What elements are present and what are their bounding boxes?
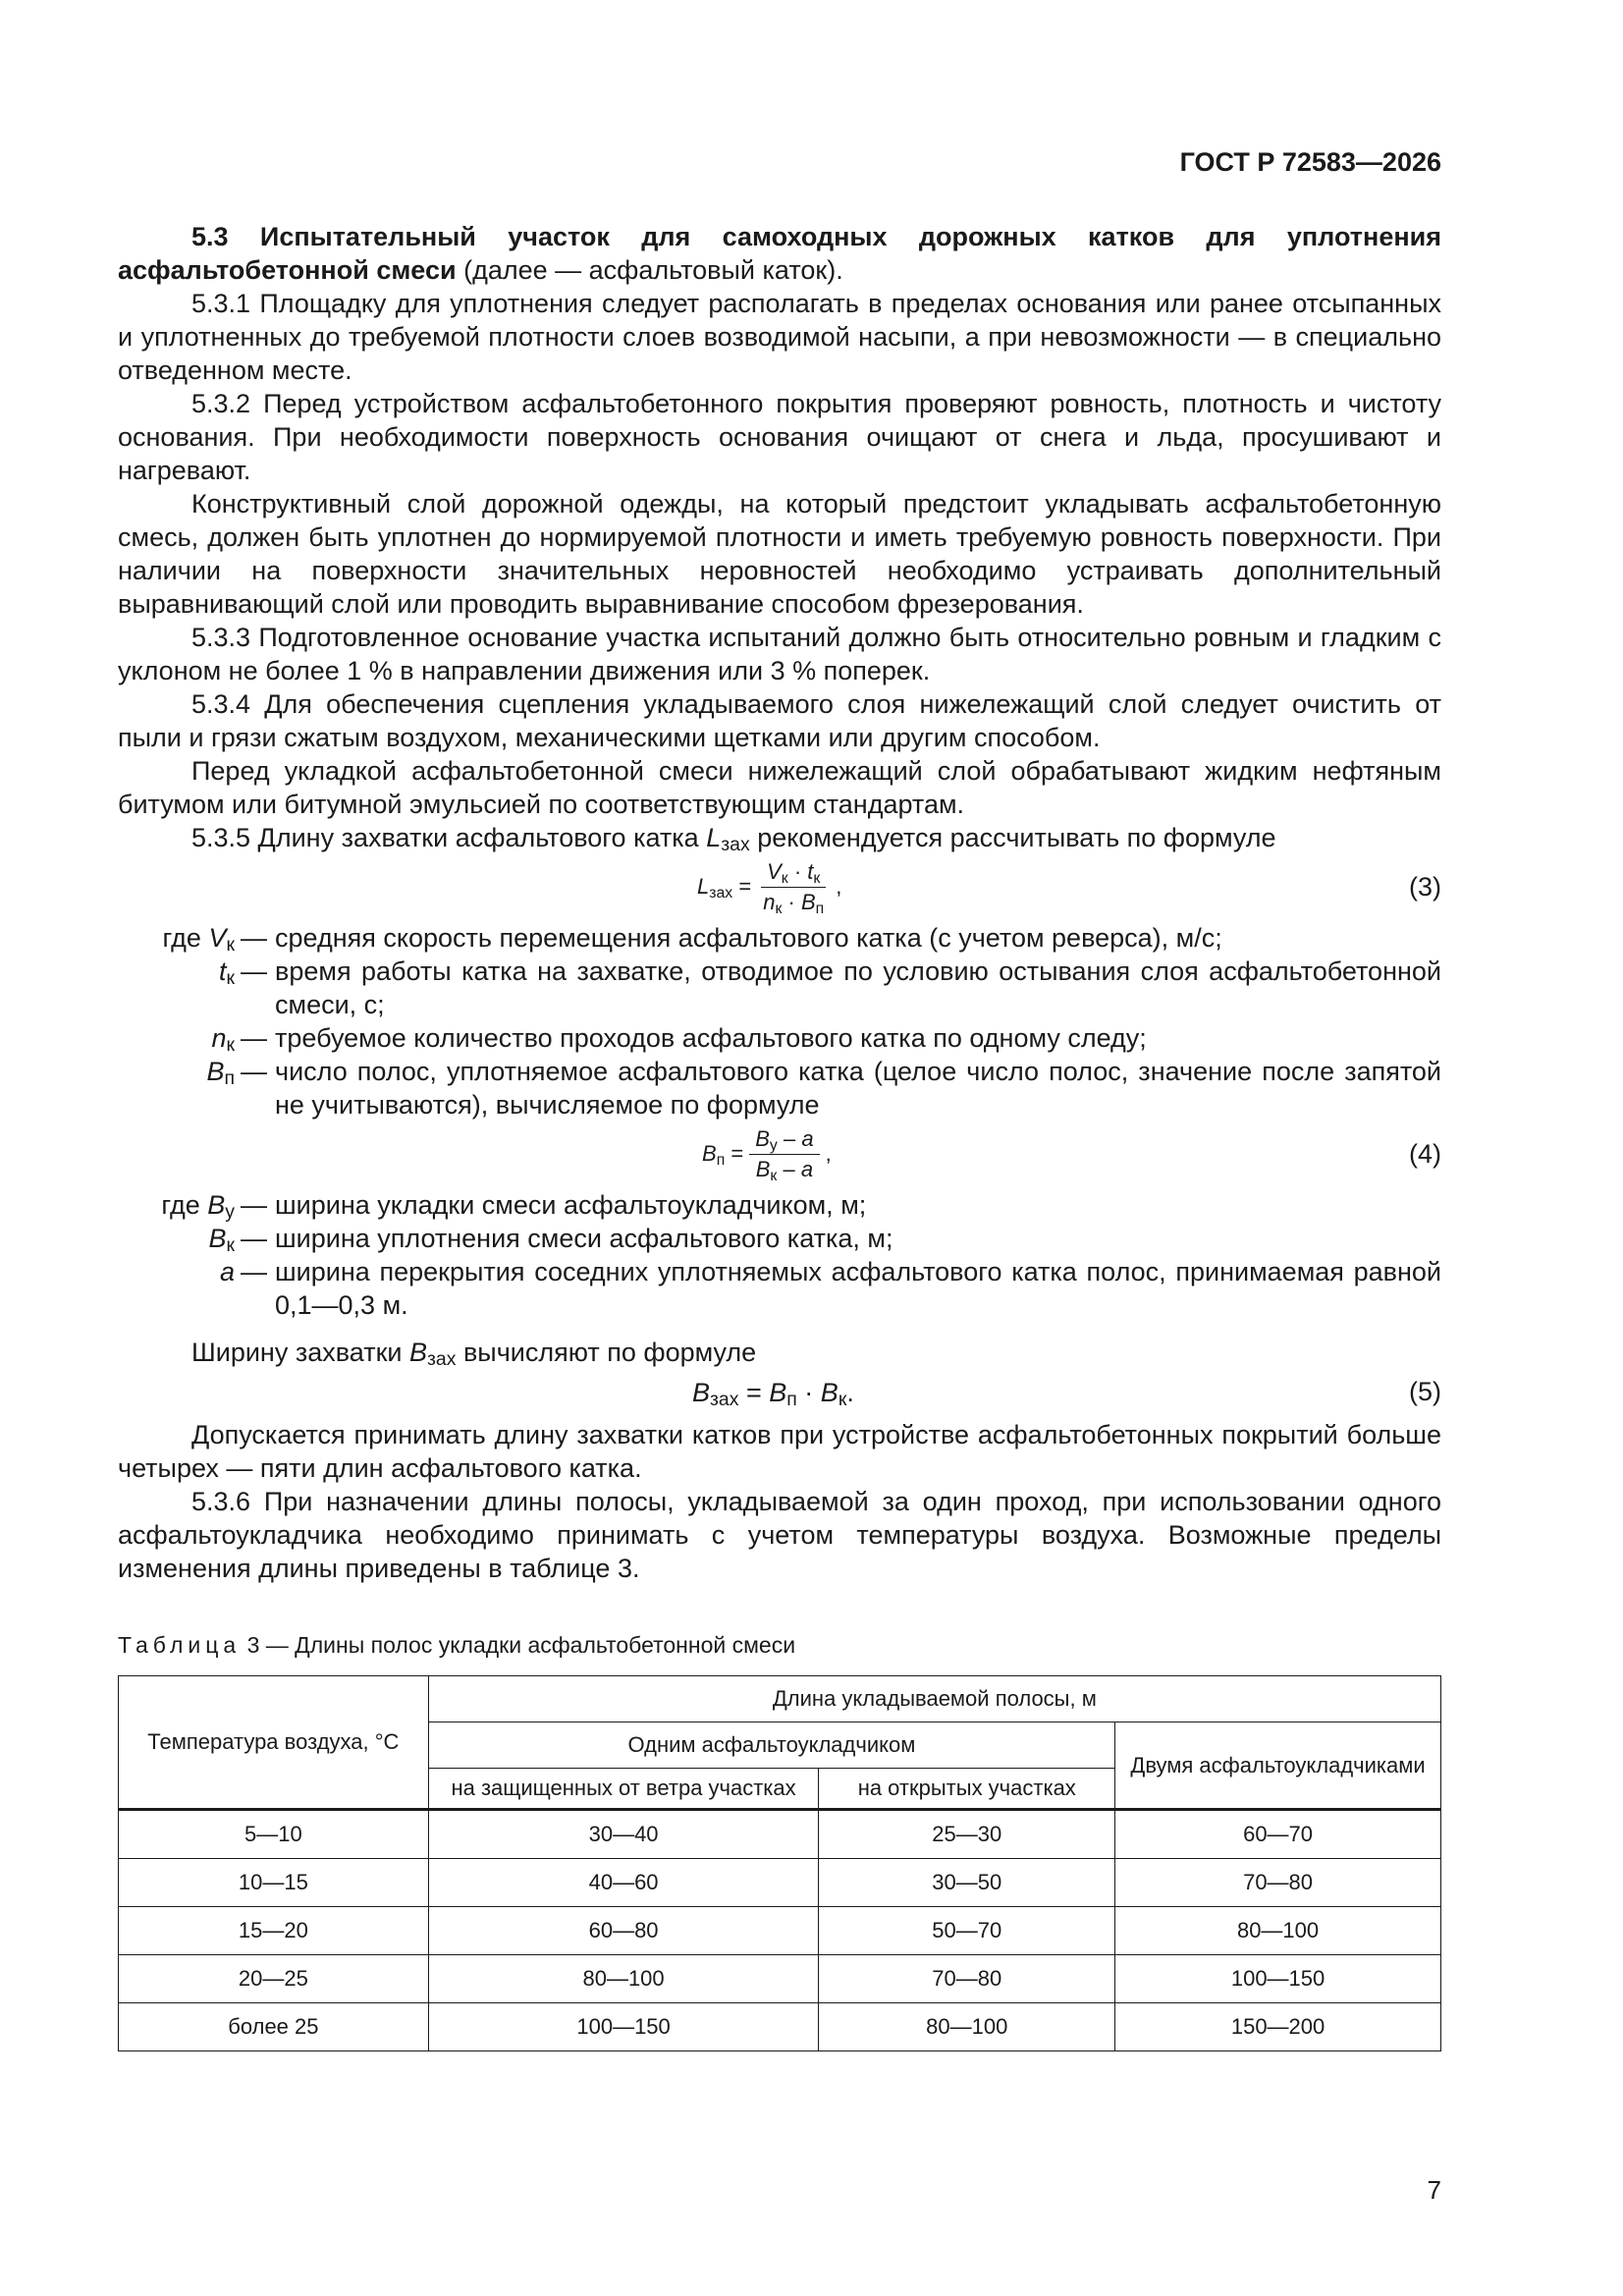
table-row xyxy=(119,1859,1441,1907)
equation-number-3: (3) xyxy=(1409,872,1441,902)
table-cell: 10—15 xyxy=(119,1859,429,1907)
table-cell: 60—80 xyxy=(428,1907,819,1955)
table-cell: 100—150 xyxy=(428,2003,819,2051)
formula-4-expression: $B_п$ = $\frac{B_у - a}{B_к - a}$ , xyxy=(702,1125,832,1184)
equation-number-5: (5) xyxy=(1409,1377,1441,1406)
table-cell: 30—40 xyxy=(428,1810,819,1859)
page-number: 7 xyxy=(1427,2175,1441,2205)
table-cell: 5—10 xyxy=(119,1810,429,1859)
where-description: время работы катка на захватке, отводимое по условию остывания слоя асфальтобетонной смеси, с; xyxy=(275,957,1441,1019)
where-list-2: где $B_у$ — ширина укладки смеси асфальтоукладчиком, м; $B_к$ — ширина уплотнения смеси асфальтового катка, м; a — ширина перекрытия соседних уплотняемых асфальтового катка полос, принимаемая равной 0,1—0,3 м. xyxy=(118,1188,1441,1322)
where-description: ширина укладки смеси асфальтоукладчиком, м; xyxy=(275,1190,867,1220)
table-cell: 15—20 xyxy=(119,1907,429,1955)
paragraph-width-formula-intro: Ширину захватки $B_{зах}$ вычисляют по формуле xyxy=(191,1338,757,1370)
formula-5-expression: $B_{зах} = B_п \cdot B_к$. xyxy=(692,1378,854,1410)
header-one-paver: Одним асфальтоукладчиком xyxy=(428,1722,1114,1769)
paragraph-5-3-4: 5.3.4 Для обеспечения сцепления укладываемого слоя нижележащий слой следует очистить от пыли и грязи сжатым воздухом, механическими щетками или другим способом. xyxy=(118,689,1441,752)
header-strip-length: Длина укладываемой полосы, м xyxy=(428,1676,1440,1722)
where-description: ширина уплотнения смеси асфальтового катка, м; xyxy=(275,1224,893,1253)
table-row xyxy=(119,1955,1441,2003)
where-description: число полос, уплотняемое асфальтового катка (целое число полос, значение после запятой не учитываются), вычисляемое по формуле xyxy=(275,1057,1441,1120)
header-open-areas: на открытых участках xyxy=(819,1769,1115,1810)
table-row xyxy=(119,1810,1441,1859)
where-description: требуемое количество проходов асфальтового катка по одному следу; xyxy=(275,1023,1147,1053)
header-two-pavers: Двумя асфальтоукладчиками xyxy=(1115,1722,1441,1810)
table-cell: 70—80 xyxy=(819,1955,1115,2003)
table-cell: 20—25 xyxy=(119,1955,429,2003)
formula-5 xyxy=(118,1371,1441,1414)
where-description: ширина перекрытия соседних уплотняемых асфальтового катка полос, принимаемая равной 0,1—0,3 м. xyxy=(275,1257,1441,1320)
formula-3 xyxy=(118,856,1441,917)
section-title-tail: (далее — асфальтовый каток). xyxy=(456,255,843,285)
header-protected-areas: на защищенных от ветра участках xyxy=(428,1769,819,1810)
equation-number-4: (4) xyxy=(1409,1139,1441,1169)
where-symbol: $B_к$ xyxy=(208,1224,235,1256)
where-description: средняя скорость перемещения асфальтового катка (с учетом реверса), м/с; xyxy=(275,923,1222,953)
paragraph-5-3-4-continued: Перед укладкой асфальтобетонной смеси нижележащий слой обрабатывают жидким нефтяным битумом или битумной эмульсией по соответствующим стандартам. xyxy=(118,756,1441,819)
document-header: ГОСТ Р 72583—2026 xyxy=(1179,147,1441,177)
section-5-3-title xyxy=(118,220,1441,287)
paragraph-5-3-6: 5.3.6 При назначении длины полосы, укладываемой за один проход, при использовании одного асфальтоукладчика необходимо принимать с учетом температуры воздуха. Возможные пределы изменения длины приведены в таблице 3. xyxy=(118,1487,1441,1583)
table-cell: 80—100 xyxy=(428,1955,819,2003)
where-symbol: $B_п$ xyxy=(206,1057,235,1089)
table-cell: 40—60 xyxy=(428,1859,819,1907)
where-symbol: $t_к$ xyxy=(218,957,235,989)
paragraph-allowance: Допускается принимать длину захватки катков при устройстве асфальтобетонных покрытий больше четырех — пяти длин асфальтового катка. xyxy=(118,1420,1441,1483)
table-cell: 30—50 xyxy=(819,1859,1115,1907)
where-list-1: где $V_к$ — средняя скорость перемещения асфальтового катка (с учетом реверса), м/с; $t_к$ — время работы катка на захватке, отводимое по условию остывания слоя асфальтобетонной смеси, с; $n_к$ — требуемое количество проходов асфальтового катка по одному следу; $B_п$ — число полос, уплотняемое асфальтового катка (целое число полос, значение после запятой не учитываются), вычисляемое по формуле xyxy=(118,921,1441,1121)
paragraph-5-3-2: 5.3.2 Перед устройством асфальтобетонного покрытия проверяют ровность, плотность и чистоту основания. При необходимости поверхность основания очищают от снега и льда, просушивают и нагревают. xyxy=(118,389,1441,485)
table-cell: 100—150 xyxy=(1115,1955,1441,2003)
where-symbol: где $V_к$ xyxy=(162,923,235,956)
table-cell: 150—200 xyxy=(1115,2003,1441,2051)
paragraph-5-3-5: 5.3.5 Длину захватки асфальтового катка $L_{зах}$ рекомендуется рассчитывать по формуле xyxy=(191,823,1276,855)
table-row xyxy=(119,1907,1441,1955)
table-cell: 50—70 xyxy=(819,1907,1115,1955)
paragraph-5-3-3: 5.3.3 Подготовленное основание участка испытаний должно быть относительно ровным и гладким с уклоном не более 1 % в направлении движения или 3 % поперек. xyxy=(118,623,1441,685)
formula-3-expression: $L_{зах}$ = $\frac{V_к \cdot t_к}{n_к \cdot B_п}$ , xyxy=(697,858,842,917)
header-air-temperature: Температура воздуха, °С xyxy=(119,1676,429,1810)
table-3 xyxy=(118,1675,1441,2051)
where-symbol: $n_к$ xyxy=(211,1023,235,1056)
body-text xyxy=(118,220,1441,1585)
table-cell: 80—100 xyxy=(1115,1907,1441,1955)
table-caption: Таблица 3 — Длины полос укладки асфальтобетонной смеси xyxy=(118,1632,796,1658)
table-cell: 60—70 xyxy=(1115,1810,1441,1859)
table-cell: 70—80 xyxy=(1115,1859,1441,1907)
table-cell: 80—100 xyxy=(819,2003,1115,2051)
table-cell: 25—30 xyxy=(819,1810,1115,1859)
table-row xyxy=(119,2003,1441,2051)
table-cell: более 25 xyxy=(119,2003,429,2051)
section-title: 5.3 Испытательный участок для самоходных дорожных катков для уплотнения асфальтобетонной смеси xyxy=(118,222,1441,285)
paragraph-5-3-1: 5.3.1 Площадку для уплотнения следует располагать в пределах основания или ранее отсыпанных и уплотненных до требуемой плотности слоев возводимой насыпи, а при невозможности — в специально отведенном месте. xyxy=(118,289,1441,385)
paragraph-5-3-2-continued: Конструктивный слой дорожной одежды, на который предстоит укладывать асфальтобетонную смесь, должен быть уплотнен до нормируемой плотности и иметь требуемую ровность поверхности. При наличии на поверхности значительных неровностей необходимо устраивать дополнительный выравнивающий слой или проводить выравнивание способом фрезерования. xyxy=(118,489,1441,619)
where-symbol: a xyxy=(219,1257,235,1286)
where-symbol: где $B_у$ xyxy=(161,1190,235,1223)
formula-4 xyxy=(118,1123,1441,1184)
